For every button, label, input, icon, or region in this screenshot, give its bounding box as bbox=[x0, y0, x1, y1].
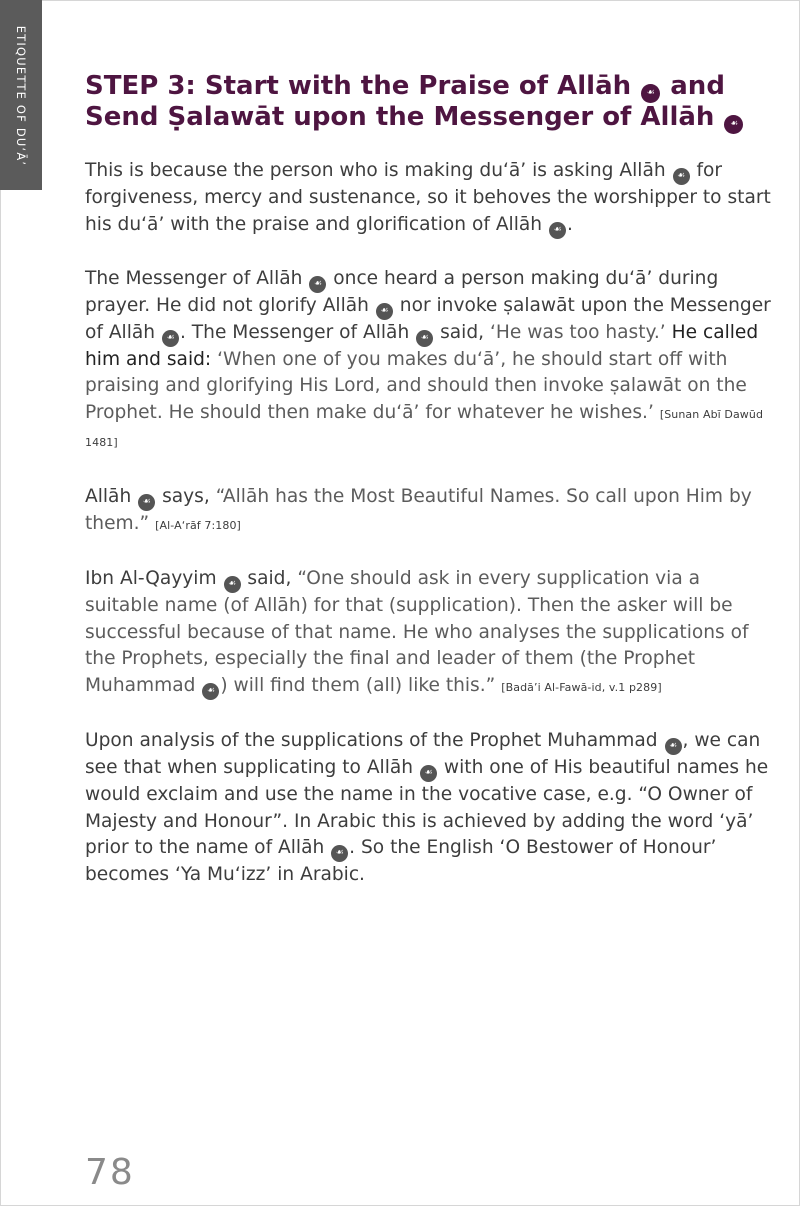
honorific-seal-icon: ☙ bbox=[224, 576, 241, 593]
paragraph-1 bbox=[85, 158, 775, 239]
side-tab bbox=[0, 0, 42, 190]
text: said, bbox=[247, 568, 292, 589]
text: The Messenger of Allāh bbox=[85, 267, 303, 289]
honorific-seal-icon: ☙ bbox=[376, 303, 393, 320]
quote-text: ‘When one of you makes du‘ā’, he should start off with praising and glorifying His Lord, and should then invoke ṣalawāt on the Prophet. He should then make du‘ā’ for whatever he wishes.’ bbox=[85, 348, 747, 423]
honorific-seal-icon: ☙ bbox=[138, 494, 155, 511]
text: nor invoke ṣalawāt upon the Messenger of Allāh bbox=[85, 294, 771, 343]
citation: [Sunan Abī Dawūd 1481] bbox=[85, 407, 764, 449]
text: once heard a person making du‘ā’ during prayer. He did not glorify Allāh bbox=[85, 267, 719, 316]
text: with one of His beautiful names he would exclaim and use the name in the vocative case, e.g. “O Owner of Majesty and Honour”. In Arabic this is achieved by adding the word ‘yā’ prior to the name of Allāh bbox=[85, 757, 769, 858]
honorific-seal-icon: ☙ bbox=[331, 845, 348, 862]
paragraph-4 bbox=[85, 566, 775, 701]
paragraph-5 bbox=[85, 728, 775, 889]
page-content bbox=[85, 72, 775, 916]
text: This is because the person who is making du‘ā’ is asking Allāh bbox=[85, 160, 666, 181]
text: . bbox=[566, 213, 573, 235]
honorific-seal-icon: ☙ bbox=[309, 276, 326, 293]
paragraph-2 bbox=[85, 266, 775, 457]
citation: [Badā’i Al-Fawā-id, v.1 p289] bbox=[501, 680, 662, 694]
honorific-seal-icon: ☙ bbox=[724, 115, 743, 134]
honorific-seal-icon: ☙ bbox=[162, 330, 179, 347]
text: . The Messenger of Allāh bbox=[179, 321, 410, 343]
paragraph-3 bbox=[85, 484, 775, 540]
quote-text: ) will find them (all) like this.” bbox=[220, 674, 496, 696]
step-heading bbox=[85, 72, 775, 134]
honorific-seal-icon: ☙ bbox=[549, 222, 566, 239]
heading-text: and Send Ṣalawāt upon the Messenger of Allāh bbox=[85, 71, 725, 132]
text: for forgiveness, mercy and sustenance, so it behoves the worshipper to start his du‘ā’ with the praise and glorification of Allāh bbox=[85, 160, 771, 235]
honorific-seal-icon: ☙ bbox=[673, 168, 690, 185]
text: He called him and said: bbox=[85, 321, 759, 370]
quote-text: ‘He was too hasty.’ bbox=[489, 321, 666, 343]
text: Allāh bbox=[85, 485, 132, 507]
text: . So the English ‘O Bestower of Honour’ becomes ‘Ya Mu‘izz’ in Arabic. bbox=[85, 837, 717, 885]
citation: [Al-A‘rāf 7:180] bbox=[155, 518, 241, 532]
page-number: 78 bbox=[85, 1152, 135, 1193]
heading-text: STEP 3: Start with the Praise of Allāh bbox=[85, 71, 632, 101]
quote-text: “One should ask in every supplication via a suitable name (of Allāh) for that (supplication). Then the asker will be successful because of that name. He who analyses the supplications of the Prophets, especially the final and leader of them (the Prophet Muhammad bbox=[85, 568, 749, 696]
honorific-seal-icon: ☙ bbox=[420, 765, 437, 782]
honorific-seal-icon: ☙ bbox=[416, 330, 433, 347]
text: Ibn Al-Qayyim bbox=[85, 568, 217, 589]
honorific-seal-icon: ☙ bbox=[665, 738, 682, 755]
quote-text: “Allāh has the Most Beautiful Names. So call upon Him by them.” bbox=[85, 485, 752, 534]
text: , we can see that when supplicating to Allāh bbox=[85, 730, 761, 778]
text: said, bbox=[440, 321, 485, 343]
honorific-seal-icon: ☙ bbox=[202, 683, 219, 700]
honorific-seal-icon: ☙ bbox=[641, 84, 660, 103]
text: Upon analysis of the supplications of the Prophet Muhammad bbox=[85, 730, 658, 751]
text: says, bbox=[162, 485, 210, 507]
side-tab-label: ETIQUETTE OF DU‘Ā’ bbox=[14, 25, 28, 167]
